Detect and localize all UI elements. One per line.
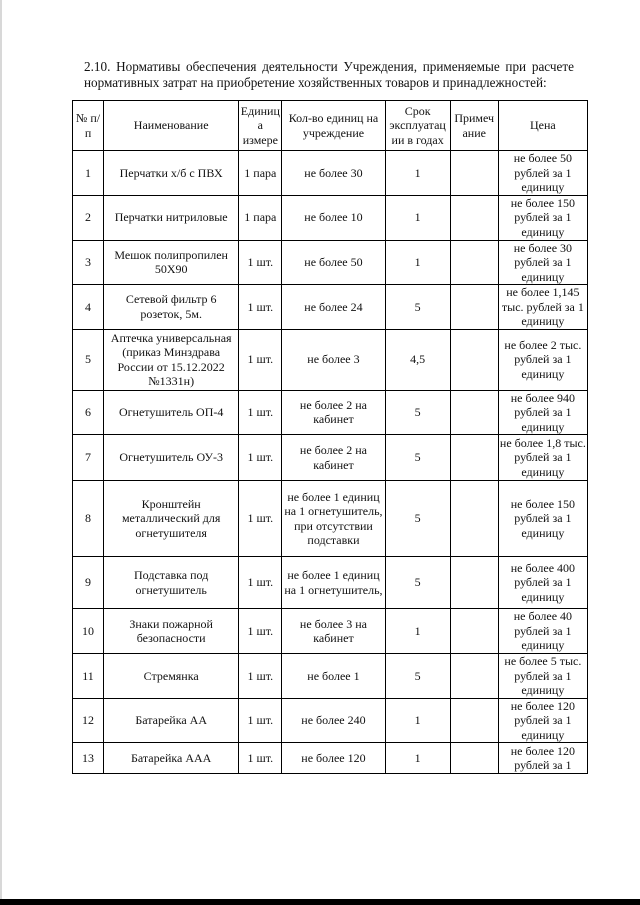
cell-num: 8: [73, 481, 104, 557]
cell-name: Перчатки х/б с ПВХ: [104, 151, 239, 196]
cell-term: 5: [385, 435, 450, 481]
table-row: [73, 151, 588, 196]
cell-unit: 1 шт.: [239, 435, 282, 481]
cell-note: [450, 698, 498, 743]
cell-price: не более 150 рублей за 1 единицу: [498, 195, 587, 240]
cell-price: не более 120 рублей за 1: [498, 743, 587, 774]
cell-unit: 1 шт.: [239, 654, 282, 699]
cell-term: 1: [385, 743, 450, 774]
cell-name: Батарейка ААА: [104, 743, 239, 774]
cell-num: 5: [73, 329, 104, 390]
table-row: [73, 240, 588, 285]
cell-qty: не более 120: [282, 743, 385, 774]
cell-unit: 1 шт.: [239, 285, 282, 330]
cell-num: 12: [73, 698, 104, 743]
section-heading: 2.10. Нормативы обеспечения деятельности Учреждения, применяемые при расчете нормативных затрат на приобретение хозяйственных товаров и принадлежностей:: [84, 59, 574, 90]
cell-price: не более 40 рублей за 1 единицу: [498, 609, 587, 654]
cell-qty: не более 2 на кабинет: [282, 435, 385, 481]
col-header-unit: Единиц а измере: [239, 101, 282, 151]
cell-unit: 1 пара: [239, 151, 282, 196]
cell-qty: не более 1: [282, 654, 385, 699]
cell-unit: 1 шт.: [239, 390, 282, 435]
cell-term: 1: [385, 240, 450, 285]
cell-name: Стремянка: [104, 654, 239, 699]
cell-term: 1: [385, 609, 450, 654]
cell-unit: 1 пара: [239, 195, 282, 240]
cell-qty: не более 1 единиц на 1 огнетушитель,: [282, 557, 385, 609]
cell-note: [450, 285, 498, 330]
cell-qty: не более 240: [282, 698, 385, 743]
cell-name: Аптечка универсальная (приказ Минздрава России от 15.12.2022 №1331н): [104, 329, 239, 390]
cell-term: 5: [385, 557, 450, 609]
cell-qty: не более 30: [282, 151, 385, 196]
cell-name: Кронштейн металлический для огнетушителя: [104, 481, 239, 557]
cell-qty: не более 1 единиц на 1 огнетушитель, при отсутствии подставки: [282, 481, 385, 557]
cell-note: [450, 481, 498, 557]
cell-term: 5: [385, 654, 450, 699]
cell-note: [450, 195, 498, 240]
cell-note: [450, 654, 498, 699]
cell-term: 5: [385, 390, 450, 435]
cell-name: Подставка под огнетушитель: [104, 557, 239, 609]
header-row: [73, 101, 588, 151]
col-header-note: Примеч ание: [450, 101, 498, 151]
cell-note: [450, 609, 498, 654]
cell-unit: 1 шт.: [239, 609, 282, 654]
cell-name: Огнетушитель ОП-4: [104, 390, 239, 435]
cell-unit: 1 шт.: [239, 329, 282, 390]
col-header-qty: Кол-во единиц на учреждение: [282, 101, 385, 151]
cell-term: 4,5: [385, 329, 450, 390]
cell-unit: 1 шт.: [239, 743, 282, 774]
cell-price: не более 5 тыс. рублей за 1 единицу: [498, 654, 587, 699]
col-header-price: Цена: [498, 101, 587, 151]
cell-qty: не более 3 на кабинет: [282, 609, 385, 654]
col-header-name: Наименование: [104, 101, 239, 151]
cell-num: 13: [73, 743, 104, 774]
cell-price: не более 150 рублей за 1 единицу: [498, 481, 587, 557]
table-row: [73, 195, 588, 240]
cell-qty: не более 10: [282, 195, 385, 240]
cell-note: [450, 151, 498, 196]
cell-term: 1: [385, 195, 450, 240]
cell-num: 10: [73, 609, 104, 654]
cell-price: не более 1,145 тыс. рублей за 1 единицу: [498, 285, 587, 330]
cell-price: не более 1,8 тыс. рублей за 1 единицу: [499, 435, 586, 479]
cell-price: не более 400 рублей за 1 единицу: [498, 557, 587, 609]
table-row: [73, 329, 588, 390]
table-row: [73, 435, 588, 481]
cell-unit: 1 шт.: [239, 557, 282, 609]
cell-unit: 1 шт.: [239, 240, 282, 285]
cell-unit: 1 шт.: [239, 481, 282, 557]
table-row: [73, 557, 588, 609]
table-row: [73, 654, 588, 699]
cell-name: Мешок полипропилен 50Х90: [104, 240, 239, 285]
cell-name: Знаки пожарной безопасности: [104, 609, 239, 654]
cell-num: 1: [73, 151, 104, 196]
col-header-num: № п/п: [73, 101, 104, 151]
cell-num: 3: [73, 240, 104, 285]
cell-term: 1: [385, 151, 450, 196]
cell-price: не более 30 рублей за 1 единицу: [498, 240, 587, 285]
cell-term: 5: [385, 481, 450, 557]
cell-num: 9: [73, 557, 104, 609]
cell-name: Батарейка АА: [104, 698, 239, 743]
cell-term: 1: [385, 698, 450, 743]
cell-price: не более 50 рублей за 1 единицу: [498, 151, 587, 196]
cell-num: 7: [73, 435, 104, 481]
col-header-term: Срок эксплуатац ии в годах: [385, 101, 450, 151]
cell-note: [450, 557, 498, 609]
cell-num: 2: [73, 195, 104, 240]
table-row: [73, 390, 588, 435]
cell-num: 4: [73, 285, 104, 330]
scan-shadow-left: [0, 0, 2, 905]
cell-unit: 1 шт.: [239, 698, 282, 743]
table-row: [73, 285, 588, 330]
table-row: [73, 481, 588, 557]
cell-num: 11: [73, 654, 104, 699]
cell-num: 6: [73, 390, 104, 435]
cell-name: Огнетушитель ОУ-3: [104, 435, 239, 481]
cell-qty: не более 24: [282, 285, 385, 330]
cell-name: Перчатки нитриловые: [104, 195, 239, 240]
cell-note: [450, 435, 498, 481]
cell-note: [450, 240, 498, 285]
cell-note: [450, 390, 498, 435]
table-row: [73, 743, 588, 774]
norms-table: [72, 100, 588, 774]
cell-note: [450, 743, 498, 774]
cell-term: 5: [385, 285, 450, 330]
cell-qty: не более 3: [282, 329, 385, 390]
cell-price: не более 120 рублей за 1 единицу: [498, 698, 587, 743]
cell-note: [450, 329, 498, 390]
table-row: [73, 609, 588, 654]
table-row: [73, 698, 588, 743]
cell-qty: не более 2 на кабинет: [282, 390, 385, 435]
cell-qty: не более 50: [282, 240, 385, 285]
cell-name: Сетевой фильтр 6 розеток, 5м.: [104, 285, 239, 330]
scan-border-bottom: [0, 899, 640, 905]
cell-price: не более 2 тыс. рублей за 1 единицу: [498, 329, 587, 390]
cell-price: не более 940 рублей за 1 единицу: [498, 390, 587, 435]
